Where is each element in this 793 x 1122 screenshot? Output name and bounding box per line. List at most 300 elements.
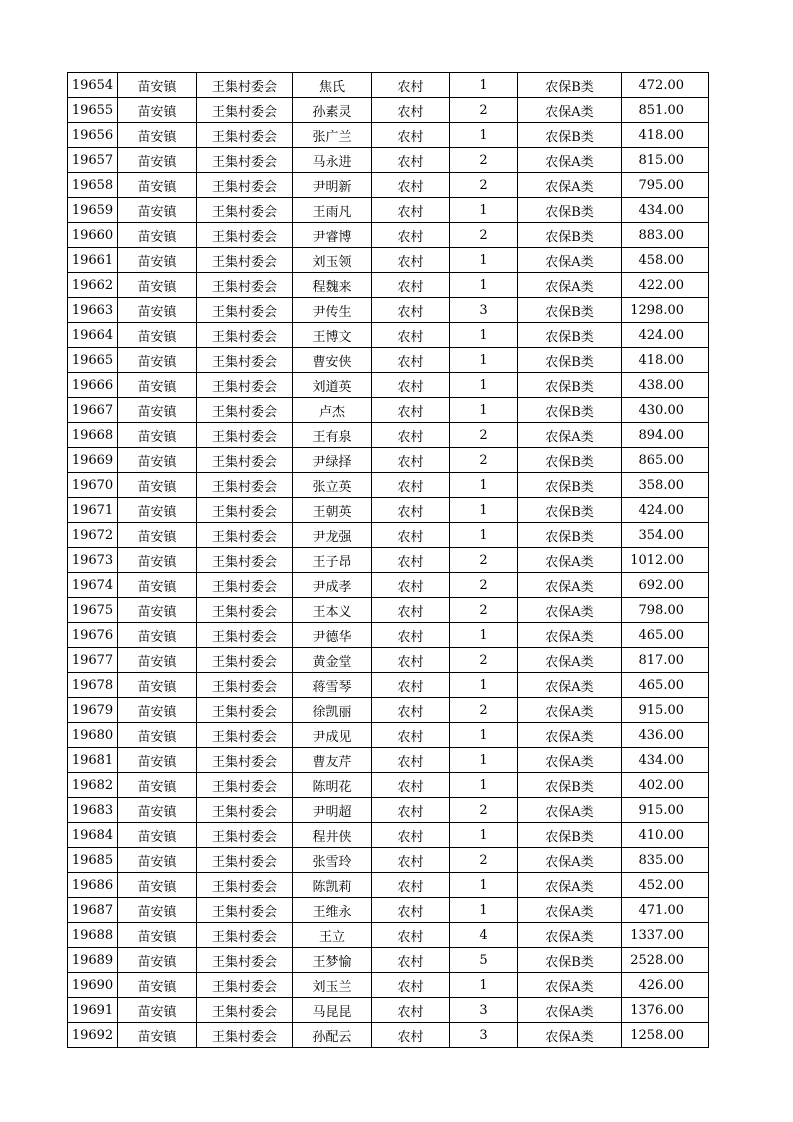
table-row: [68, 348, 709, 373]
town-cell: 苗安镇: [118, 148, 197, 173]
town-cell: 苗安镇: [118, 498, 197, 523]
name-cell: 蒋雪琴: [293, 673, 372, 698]
amount-cell: 798.00: [622, 598, 709, 623]
village-cell: 王集村委会: [197, 73, 293, 98]
town-cell: 苗安镇: [118, 473, 197, 498]
amount-cell: 424.00: [622, 323, 709, 348]
name-cell: 王子昂: [293, 548, 372, 573]
table-row: [68, 973, 709, 998]
table-row: [68, 498, 709, 523]
name-cell: 王博文: [293, 323, 372, 348]
count-cell: 1: [450, 823, 518, 848]
village-cell: 王集村委会: [197, 548, 293, 573]
category-cell: 农保B类: [518, 823, 622, 848]
name-cell: 黄金堂: [293, 648, 372, 673]
amount-cell: 438.00: [622, 373, 709, 398]
count-cell: 4: [450, 923, 518, 948]
village-cell: 王集村委会: [197, 948, 293, 973]
village-cell: 王集村委会: [197, 398, 293, 423]
count-cell: 2: [450, 848, 518, 873]
category-cell: 农保A类: [518, 1023, 622, 1048]
area-cell: 农村: [372, 873, 450, 898]
town-cell: 苗安镇: [118, 298, 197, 323]
record-id-cell: 19677: [68, 648, 118, 673]
area-cell: 农村: [372, 323, 450, 348]
name-cell: 张立英: [293, 473, 372, 498]
record-id-cell: 19667: [68, 398, 118, 423]
table-row: [68, 623, 709, 648]
name-cell: 刘玉兰: [293, 973, 372, 998]
town-cell: 苗安镇: [118, 98, 197, 123]
count-cell: 1: [450, 73, 518, 98]
record-id-cell: 19658: [68, 173, 118, 198]
category-cell: 农保A类: [518, 898, 622, 923]
name-cell: 程魏来: [293, 273, 372, 298]
category-cell: 农保B类: [518, 223, 622, 248]
town-cell: 苗安镇: [118, 573, 197, 598]
amount-cell: 1298.00: [622, 298, 709, 323]
town-cell: 苗安镇: [118, 848, 197, 873]
town-cell: 苗安镇: [118, 273, 197, 298]
category-cell: 农保A类: [518, 573, 622, 598]
amount-cell: 436.00: [622, 723, 709, 748]
count-cell: 2: [450, 173, 518, 198]
table-row: [68, 823, 709, 848]
count-cell: 1: [450, 673, 518, 698]
count-cell: 2: [450, 648, 518, 673]
amount-cell: 430.00: [622, 398, 709, 423]
area-cell: 农村: [372, 498, 450, 523]
category-cell: 农保B类: [518, 123, 622, 148]
area-cell: 农村: [372, 898, 450, 923]
record-id-cell: 19683: [68, 798, 118, 823]
village-cell: 王集村委会: [197, 973, 293, 998]
village-cell: 王集村委会: [197, 798, 293, 823]
name-cell: 孙配云: [293, 1023, 372, 1048]
area-cell: 农村: [372, 548, 450, 573]
record-id-cell: 19659: [68, 198, 118, 223]
area-cell: 农村: [372, 523, 450, 548]
name-cell: 陈凯莉: [293, 873, 372, 898]
amount-cell: 1337.00: [622, 923, 709, 948]
category-cell: 农保B类: [518, 398, 622, 423]
record-id-cell: 19680: [68, 723, 118, 748]
town-cell: 苗安镇: [118, 973, 197, 998]
area-cell: 农村: [372, 723, 450, 748]
town-cell: 苗安镇: [118, 523, 197, 548]
category-cell: 农保A类: [518, 798, 622, 823]
area-cell: 农村: [372, 598, 450, 623]
name-cell: 尹德华: [293, 623, 372, 648]
table-row: [68, 73, 709, 98]
amount-cell: 894.00: [622, 423, 709, 448]
table-row: [68, 873, 709, 898]
table-row: [68, 748, 709, 773]
category-cell: 农保B类: [518, 348, 622, 373]
count-cell: 1: [450, 723, 518, 748]
town-cell: 苗安镇: [118, 323, 197, 348]
record-id-cell: 19668: [68, 423, 118, 448]
count-cell: 2: [450, 98, 518, 123]
town-cell: 苗安镇: [118, 673, 197, 698]
records-table: [67, 72, 709, 1048]
amount-cell: 851.00: [622, 98, 709, 123]
name-cell: 尹睿博: [293, 223, 372, 248]
table-row: [68, 423, 709, 448]
name-cell: 孙素灵: [293, 98, 372, 123]
category-cell: 农保A类: [518, 923, 622, 948]
name-cell: 尹成见: [293, 723, 372, 748]
record-id-cell: 19665: [68, 348, 118, 373]
name-cell: 曹安侠: [293, 348, 372, 373]
category-cell: 农保B类: [518, 948, 622, 973]
record-id-cell: 19678: [68, 673, 118, 698]
count-cell: 1: [450, 348, 518, 373]
area-cell: 农村: [372, 698, 450, 723]
village-cell: 王集村委会: [197, 273, 293, 298]
village-cell: 王集村委会: [197, 623, 293, 648]
name-cell: 张广兰: [293, 123, 372, 148]
town-cell: 苗安镇: [118, 923, 197, 948]
area-cell: 农村: [372, 348, 450, 373]
name-cell: 焦氏: [293, 73, 372, 98]
category-cell: 农保B类: [518, 373, 622, 398]
name-cell: 徐凯丽: [293, 698, 372, 723]
record-id-cell: 19654: [68, 73, 118, 98]
category-cell: 农保A类: [518, 548, 622, 573]
count-cell: 1: [450, 873, 518, 898]
amount-cell: 471.00: [622, 898, 709, 923]
amount-cell: 915.00: [622, 798, 709, 823]
area-cell: 农村: [372, 473, 450, 498]
table-row: [68, 98, 709, 123]
record-id-cell: 19679: [68, 698, 118, 723]
count-cell: 2: [450, 448, 518, 473]
area-cell: 农村: [372, 1023, 450, 1048]
name-cell: 尹绿择: [293, 448, 372, 473]
village-cell: 王集村委会: [197, 998, 293, 1023]
category-cell: 农保B类: [518, 498, 622, 523]
category-cell: 农保B类: [518, 198, 622, 223]
category-cell: 农保A类: [518, 248, 622, 273]
town-cell: 苗安镇: [118, 1023, 197, 1048]
village-cell: 王集村委会: [197, 698, 293, 723]
village-cell: 王集村委会: [197, 473, 293, 498]
area-cell: 农村: [372, 148, 450, 173]
amount-cell: 458.00: [622, 248, 709, 273]
count-cell: 2: [450, 223, 518, 248]
table-row: [68, 648, 709, 673]
name-cell: 尹明超: [293, 798, 372, 823]
record-id-cell: 19686: [68, 873, 118, 898]
town-cell: 苗安镇: [118, 373, 197, 398]
village-cell: 王集村委会: [197, 598, 293, 623]
name-cell: 尹成孝: [293, 573, 372, 598]
village-cell: 王集村委会: [197, 523, 293, 548]
town-cell: 苗安镇: [118, 123, 197, 148]
count-cell: 1: [450, 773, 518, 798]
name-cell: 程井侠: [293, 823, 372, 848]
town-cell: 苗安镇: [118, 798, 197, 823]
village-cell: 王集村委会: [197, 673, 293, 698]
name-cell: 王梦愉: [293, 948, 372, 973]
area-cell: 农村: [372, 223, 450, 248]
record-id-cell: 19673: [68, 548, 118, 573]
area-cell: 农村: [372, 173, 450, 198]
village-cell: 王集村委会: [197, 198, 293, 223]
record-id-cell: 19660: [68, 223, 118, 248]
category-cell: 农保B类: [518, 523, 622, 548]
village-cell: 王集村委会: [197, 223, 293, 248]
record-id-cell: 19662: [68, 273, 118, 298]
amount-cell: 692.00: [622, 573, 709, 598]
name-cell: 尹龙强: [293, 523, 372, 548]
table-row: [68, 598, 709, 623]
village-cell: 王集村委会: [197, 323, 293, 348]
village-cell: 王集村委会: [197, 448, 293, 473]
town-cell: 苗安镇: [118, 998, 197, 1023]
record-id-cell: 19674: [68, 573, 118, 598]
village-cell: 王集村委会: [197, 298, 293, 323]
village-cell: 王集村委会: [197, 748, 293, 773]
table-row: [68, 948, 709, 973]
table-row: [68, 523, 709, 548]
category-cell: 农保B类: [518, 773, 622, 798]
town-cell: 苗安镇: [118, 623, 197, 648]
town-cell: 苗安镇: [118, 448, 197, 473]
amount-cell: 452.00: [622, 873, 709, 898]
town-cell: 苗安镇: [118, 173, 197, 198]
category-cell: 农保A类: [518, 598, 622, 623]
count-cell: 2: [450, 798, 518, 823]
record-id-cell: 19656: [68, 123, 118, 148]
count-cell: 2: [450, 423, 518, 448]
record-id-cell: 19670: [68, 473, 118, 498]
record-id-cell: 19691: [68, 998, 118, 1023]
table-row: [68, 248, 709, 273]
amount-cell: 1012.00: [622, 548, 709, 573]
area-cell: 农村: [372, 998, 450, 1023]
amount-cell: 835.00: [622, 848, 709, 873]
table-row: [68, 798, 709, 823]
town-cell: 苗安镇: [118, 423, 197, 448]
table-row: [68, 173, 709, 198]
count-cell: 1: [450, 623, 518, 648]
count-cell: 5: [450, 948, 518, 973]
name-cell: 刘道英: [293, 373, 372, 398]
area-cell: 农村: [372, 273, 450, 298]
town-cell: 苗安镇: [118, 823, 197, 848]
category-cell: 农保A类: [518, 173, 622, 198]
count-cell: 2: [450, 598, 518, 623]
category-cell: 农保A类: [518, 423, 622, 448]
village-cell: 王集村委会: [197, 873, 293, 898]
record-id-cell: 19666: [68, 373, 118, 398]
amount-cell: 795.00: [622, 173, 709, 198]
table-row: [68, 1023, 709, 1048]
village-cell: 王集村委会: [197, 123, 293, 148]
category-cell: 农保B类: [518, 448, 622, 473]
amount-cell: 434.00: [622, 748, 709, 773]
village-cell: 王集村委会: [197, 173, 293, 198]
count-cell: 1: [450, 273, 518, 298]
name-cell: 马永进: [293, 148, 372, 173]
area-cell: 农村: [372, 948, 450, 973]
record-id-cell: 19657: [68, 148, 118, 173]
name-cell: 卢杰: [293, 398, 372, 423]
amount-cell: 865.00: [622, 448, 709, 473]
amount-cell: 434.00: [622, 198, 709, 223]
table-row: [68, 573, 709, 598]
count-cell: 2: [450, 573, 518, 598]
table-row: [68, 673, 709, 698]
amount-cell: 426.00: [622, 973, 709, 998]
village-cell: 王集村委会: [197, 1023, 293, 1048]
village-cell: 王集村委会: [197, 423, 293, 448]
amount-cell: 915.00: [622, 698, 709, 723]
category-cell: 农保A类: [518, 973, 622, 998]
table-row: [68, 773, 709, 798]
amount-cell: 472.00: [622, 73, 709, 98]
village-cell: 王集村委会: [197, 773, 293, 798]
record-id-cell: 19688: [68, 923, 118, 948]
category-cell: 农保A类: [518, 848, 622, 873]
record-id-cell: 19689: [68, 948, 118, 973]
name-cell: 王维永: [293, 898, 372, 923]
table-row: [68, 198, 709, 223]
amount-cell: 1258.00: [622, 1023, 709, 1048]
category-cell: 农保B类: [518, 298, 622, 323]
amount-cell: 2528.00: [622, 948, 709, 973]
name-cell: 尹传生: [293, 298, 372, 323]
name-cell: 刘玉领: [293, 248, 372, 273]
village-cell: 王集村委会: [197, 573, 293, 598]
area-cell: 农村: [372, 623, 450, 648]
record-id-cell: 19669: [68, 448, 118, 473]
record-id-cell: 19682: [68, 773, 118, 798]
category-cell: 农保A类: [518, 273, 622, 298]
category-cell: 农保B类: [518, 73, 622, 98]
category-cell: 农保A类: [518, 748, 622, 773]
table-row: [68, 373, 709, 398]
record-id-cell: 19655: [68, 98, 118, 123]
record-id-cell: 19672: [68, 523, 118, 548]
count-cell: 1: [450, 523, 518, 548]
area-cell: 农村: [372, 448, 450, 473]
area-cell: 农村: [372, 398, 450, 423]
count-cell: 1: [450, 473, 518, 498]
category-cell: 农保A类: [518, 648, 622, 673]
area-cell: 农村: [372, 373, 450, 398]
count-cell: 3: [450, 998, 518, 1023]
table-row: [68, 898, 709, 923]
name-cell: 王朝英: [293, 498, 372, 523]
area-cell: 农村: [372, 648, 450, 673]
town-cell: 苗安镇: [118, 348, 197, 373]
amount-cell: 883.00: [622, 223, 709, 248]
record-id-cell: 19687: [68, 898, 118, 923]
count-cell: 2: [450, 548, 518, 573]
category-cell: 农保A类: [518, 723, 622, 748]
town-cell: 苗安镇: [118, 873, 197, 898]
amount-cell: 817.00: [622, 648, 709, 673]
record-id-cell: 19690: [68, 973, 118, 998]
table-row: [68, 298, 709, 323]
category-cell: 农保A类: [518, 673, 622, 698]
area-cell: 农村: [372, 923, 450, 948]
village-cell: 王集村委会: [197, 848, 293, 873]
town-cell: 苗安镇: [118, 748, 197, 773]
count-cell: 3: [450, 298, 518, 323]
amount-cell: 410.00: [622, 823, 709, 848]
count-cell: 1: [450, 898, 518, 923]
amount-cell: 465.00: [622, 673, 709, 698]
category-cell: 农保A类: [518, 873, 622, 898]
record-id-cell: 19663: [68, 298, 118, 323]
area-cell: 农村: [372, 773, 450, 798]
area-cell: 农村: [372, 198, 450, 223]
amount-cell: 418.00: [622, 123, 709, 148]
town-cell: 苗安镇: [118, 398, 197, 423]
record-id-cell: 19681: [68, 748, 118, 773]
name-cell: 陈明花: [293, 773, 372, 798]
area-cell: 农村: [372, 298, 450, 323]
amount-cell: 358.00: [622, 473, 709, 498]
record-id-cell: 19664: [68, 323, 118, 348]
table-row: [68, 123, 709, 148]
table-row: [68, 148, 709, 173]
name-cell: 王本义: [293, 598, 372, 623]
category-cell: 农保B类: [518, 323, 622, 348]
record-id-cell: 19684: [68, 823, 118, 848]
count-cell: 1: [450, 198, 518, 223]
count-cell: 1: [450, 748, 518, 773]
records-sheet: [67, 72, 708, 1048]
name-cell: 王立: [293, 923, 372, 948]
amount-cell: 402.00: [622, 773, 709, 798]
area-cell: 农村: [372, 123, 450, 148]
count-cell: 1: [450, 248, 518, 273]
record-id-cell: 19661: [68, 248, 118, 273]
area-cell: 农村: [372, 98, 450, 123]
name-cell: 王雨凡: [293, 198, 372, 223]
record-id-cell: 19685: [68, 848, 118, 873]
town-cell: 苗安镇: [118, 948, 197, 973]
area-cell: 农村: [372, 73, 450, 98]
category-cell: 农保A类: [518, 998, 622, 1023]
category-cell: 农保B类: [518, 473, 622, 498]
village-cell: 王集村委会: [197, 148, 293, 173]
village-cell: 王集村委会: [197, 373, 293, 398]
count-cell: 1: [450, 398, 518, 423]
records-table-body: [68, 73, 709, 1048]
area-cell: 农村: [372, 673, 450, 698]
village-cell: 王集村委会: [197, 498, 293, 523]
town-cell: 苗安镇: [118, 198, 197, 223]
area-cell: 农村: [372, 248, 450, 273]
count-cell: 1: [450, 323, 518, 348]
amount-cell: 418.00: [622, 348, 709, 373]
table-row: [68, 473, 709, 498]
name-cell: 尹明新: [293, 173, 372, 198]
count-cell: 1: [450, 373, 518, 398]
area-cell: 农村: [372, 798, 450, 823]
table-row: [68, 723, 709, 748]
category-cell: 农保A类: [518, 623, 622, 648]
count-cell: 2: [450, 698, 518, 723]
town-cell: 苗安镇: [118, 598, 197, 623]
town-cell: 苗安镇: [118, 223, 197, 248]
